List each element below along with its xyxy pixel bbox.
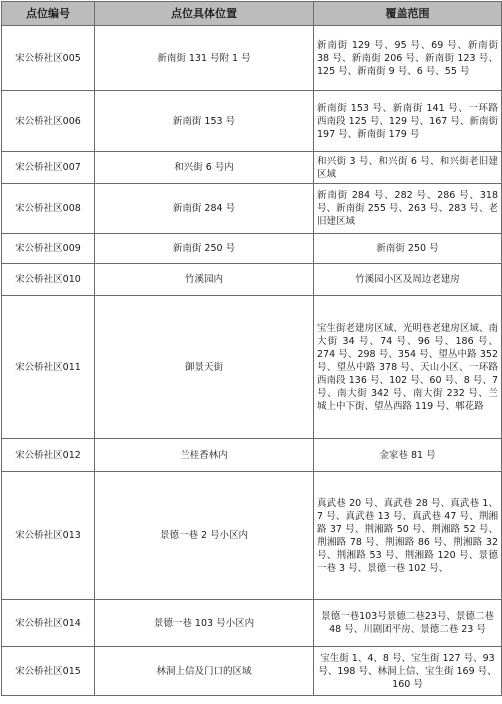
coverage-range: 新南街 284 号、282 号、286 号、318 号、新南街 255 号、263 号、283 号、老旧建区域: [314, 184, 502, 234]
point-location: 新南街 284 号: [95, 184, 314, 234]
coverage-range: 新南街 250 号: [314, 234, 502, 264]
coverage-range: 宝生街老建房区域、光明巷老建房区域、南大街 34 号、74 号、96 号、186 号、274 号、298 号、354 号、望丛中路 352 号、望丛中路 378 号、天山小区、一环路西南段 136 号、102 号、60 号、8 号、7 号、南大街 342 号、南大街 232 号、兰城上中下街、望丛西路 119 号、郫花路: [314, 296, 502, 439]
table-row: [2, 264, 502, 296]
point-id: 宋公桥社区014: [2, 600, 95, 647]
coverage-range: 竹溪园小区及周边老建房: [314, 264, 502, 296]
point-location: 新南街 131 号附 1 号: [95, 26, 314, 91]
table-row: [2, 296, 502, 439]
point-id: 宋公桥社区007: [2, 152, 95, 184]
coverage-table: [1, 1, 502, 696]
point-location: 御景天街: [95, 296, 314, 439]
point-id: 宋公桥社区012: [2, 439, 95, 472]
point-location: 兰桂香林内: [95, 439, 314, 472]
point-id: 宋公桥社区009: [2, 234, 95, 264]
table-header-row: [2, 2, 502, 26]
table-row: [2, 234, 502, 264]
table-row: [2, 439, 502, 472]
table-row: [2, 472, 502, 600]
table-row: [2, 152, 502, 184]
point-location: 景德一巷 103 号小区内: [95, 600, 314, 647]
header-location: 点位具体位置: [95, 2, 314, 26]
point-location: 竹溪园内: [95, 264, 314, 296]
point-id: 宋公桥社区011: [2, 296, 95, 439]
header-coverage: 覆盖范围: [314, 2, 502, 26]
point-location: 新南街 153 号: [95, 91, 314, 152]
table-row: [2, 91, 502, 152]
point-id: 宋公桥社区005: [2, 26, 95, 91]
table-row: [2, 184, 502, 234]
coverage-range: 金家巷 81 号: [314, 439, 502, 472]
point-location: 林洞上信及门口的区域: [95, 647, 314, 696]
point-id: 宋公桥社区006: [2, 91, 95, 152]
point-id: 宋公桥社区015: [2, 647, 95, 696]
point-id: 宋公桥社区013: [2, 472, 95, 600]
point-id: 宋公桥社区010: [2, 264, 95, 296]
point-location: 新南街 250 号: [95, 234, 314, 264]
coverage-range: 景德一巷103号景德二巷23号、景德二巷 48 号、川剧团平房、景德二巷 23 号: [314, 600, 502, 647]
coverage-range: 和兴街 3 号、和兴街 6 号、和兴街老旧建区域: [314, 152, 502, 184]
coverage-range: 新南街 129 号、95 号、69 号、新南街 38 号、新南街 206 号、新南街 123 号、125 号、新南街 9 号、6 号、55 号: [314, 26, 502, 91]
point-location: 景德一巷 2 号小区内: [95, 472, 314, 600]
table-row: [2, 600, 502, 647]
header-point-id: 点位编号: [2, 2, 95, 26]
point-location: 和兴街 6 号内: [95, 152, 314, 184]
coverage-range: 真武巷 20 号、真武巷 28 号、真武巷 1、7 号、真武巷 13 号、真武巷 47 号、荆湘路 37 号、荆湘路 50 号、荆湘路 52 号、荆湘路 78 号、荆湘路 86 号、荆湘路 32 号、荆湘路 53 号、荆湘路 120 号、景德一巷 3 号、景德一巷 102 号、: [314, 472, 502, 600]
coverage-range: 宝生街 1、4、8 号、宝生街 127 号、93 号、198 号、林洞上信、宝生街 169 号、160 号: [314, 647, 502, 696]
table-row: [2, 26, 502, 91]
point-id: 宋公桥社区008: [2, 184, 95, 234]
table-row: [2, 647, 502, 696]
coverage-range: 新南街 153 号、新南街 141 号、一环路西南段 125 号、129 号、167 号、新南街 197 号、新南街 179 号: [314, 91, 502, 152]
